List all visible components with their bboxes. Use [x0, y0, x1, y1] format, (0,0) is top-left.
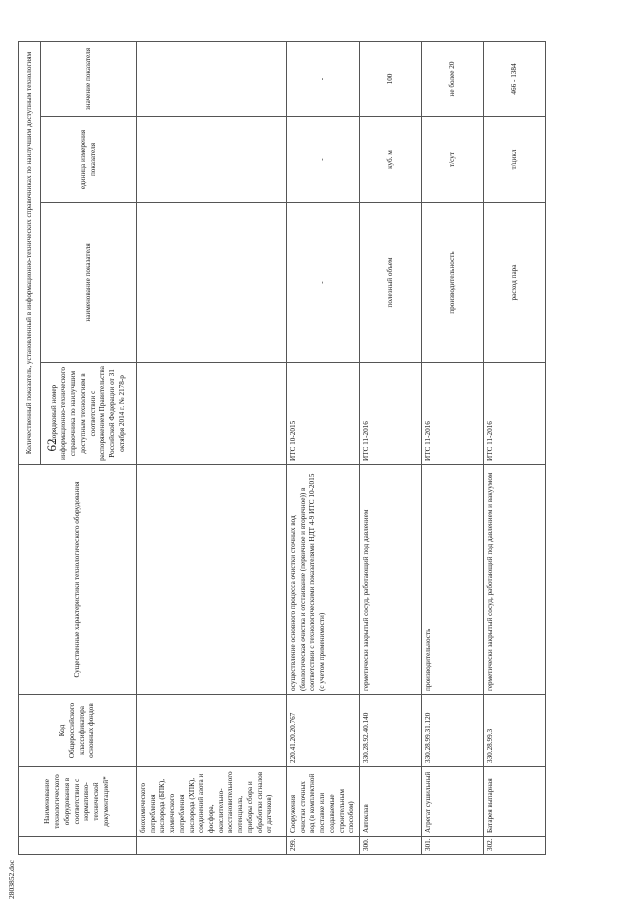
- cell-code: 330.28.92.40.140: [360, 695, 422, 767]
- header-number-cell: [19, 837, 137, 855]
- cell-number: 302.: [484, 837, 546, 855]
- table-row: [484, 42, 546, 855]
- header-characteristics: Существенные характеристики технологического оборудования: [19, 465, 137, 695]
- cell-value: 100: [360, 42, 422, 117]
- equipment-table: [18, 41, 546, 855]
- document-filename: 2803852.doc: [7, 860, 16, 899]
- cell-number: 300.: [360, 837, 422, 855]
- cell-its: ИТС 11-2016: [360, 363, 422, 465]
- header-its-number: порядковый номер информационно-технического справочника по наилучшим доступным технологиям в соответствии с распоряжением Правительства Российской Федерации от 31 октября 2014 г. № 2178-р: [41, 363, 137, 465]
- cell-code: 220.41.20.20.767: [287, 695, 360, 767]
- cell-number: 301.: [422, 837, 484, 855]
- cell-indicator: полезный объем: [360, 203, 422, 363]
- cell-code: 330.28.99.31.120: [422, 695, 484, 767]
- cell-name: Сооружения очистки сточных вод (в комплектной поставке или создаваемые строительным способом): [287, 767, 360, 837]
- cell-continued-name: биохимического потребления кислорода (БПК), химического потребления кислорода (ХПК), соединений азота и фосфора, окислительно-восстановительного потенциала, приборы сбора и обработки сигналов от датчиков): [137, 767, 287, 837]
- table-row: [137, 42, 287, 855]
- cell-its: ИТС 10-2015: [287, 363, 360, 465]
- table-row: [422, 42, 484, 855]
- cell-unit: т/сут: [422, 117, 484, 203]
- cell-its: ИТС 11-2016: [422, 363, 484, 465]
- header-okof-code: Код Общероссийского классификатора основных фондов: [19, 695, 137, 767]
- cell-name: Батарея выпарная: [484, 767, 546, 837]
- page-number: 62: [44, 438, 59, 452]
- table-row: [360, 42, 422, 855]
- cell-characteristics: осуществление основного процесса очистки сточных вод (биологическая очистка и отстаивание (первичное и вторичное)) в соответствии с технологическими показателями НДТ 4-9 ИТС 10-2015 (с учетом применимости): [287, 465, 360, 695]
- cell-characteristics: герметически закрытый сосуд, работающий под давлением и вакуумом: [484, 465, 546, 695]
- table-row: [287, 42, 360, 855]
- header-equipment-name: Наименование технологического оборудования в соответствии с нормативно-технической документацией*: [19, 767, 137, 837]
- cell-number: 299.: [287, 837, 360, 855]
- header-quantitative-indicator: Количественный показатель, установленный в информационно-технических справочниках по наилучшим доступным технологиям: [19, 42, 41, 465]
- header-value: значение показателя: [41, 42, 137, 117]
- cell-value: 466 - 1384: [484, 42, 546, 117]
- cell-its: ИТС 11-2016: [484, 363, 546, 465]
- cell-indicator: производительность: [422, 203, 484, 363]
- cell-code: 330.28.99.3: [484, 695, 546, 767]
- cell-characteristics: герметически закрытый сосуд, работающий под давлением: [360, 465, 422, 695]
- cell-unit: -: [287, 117, 360, 203]
- cell-indicator: расход пара: [484, 203, 546, 363]
- header-indicator-name: наименование показателя: [41, 203, 137, 363]
- cell-characteristics: производительность: [422, 465, 484, 695]
- cell-name: Автоклав: [360, 767, 422, 837]
- header-unit: единица измерения показателя: [41, 117, 137, 203]
- cell-unit: т/цикл: [484, 117, 546, 203]
- cell-indicator: -: [287, 203, 360, 363]
- cell-value: не более 20: [422, 42, 484, 117]
- cell-name: Агрегат сушильный: [422, 767, 484, 837]
- cell-unit: куб. м: [360, 117, 422, 203]
- cell-value: -: [287, 42, 360, 117]
